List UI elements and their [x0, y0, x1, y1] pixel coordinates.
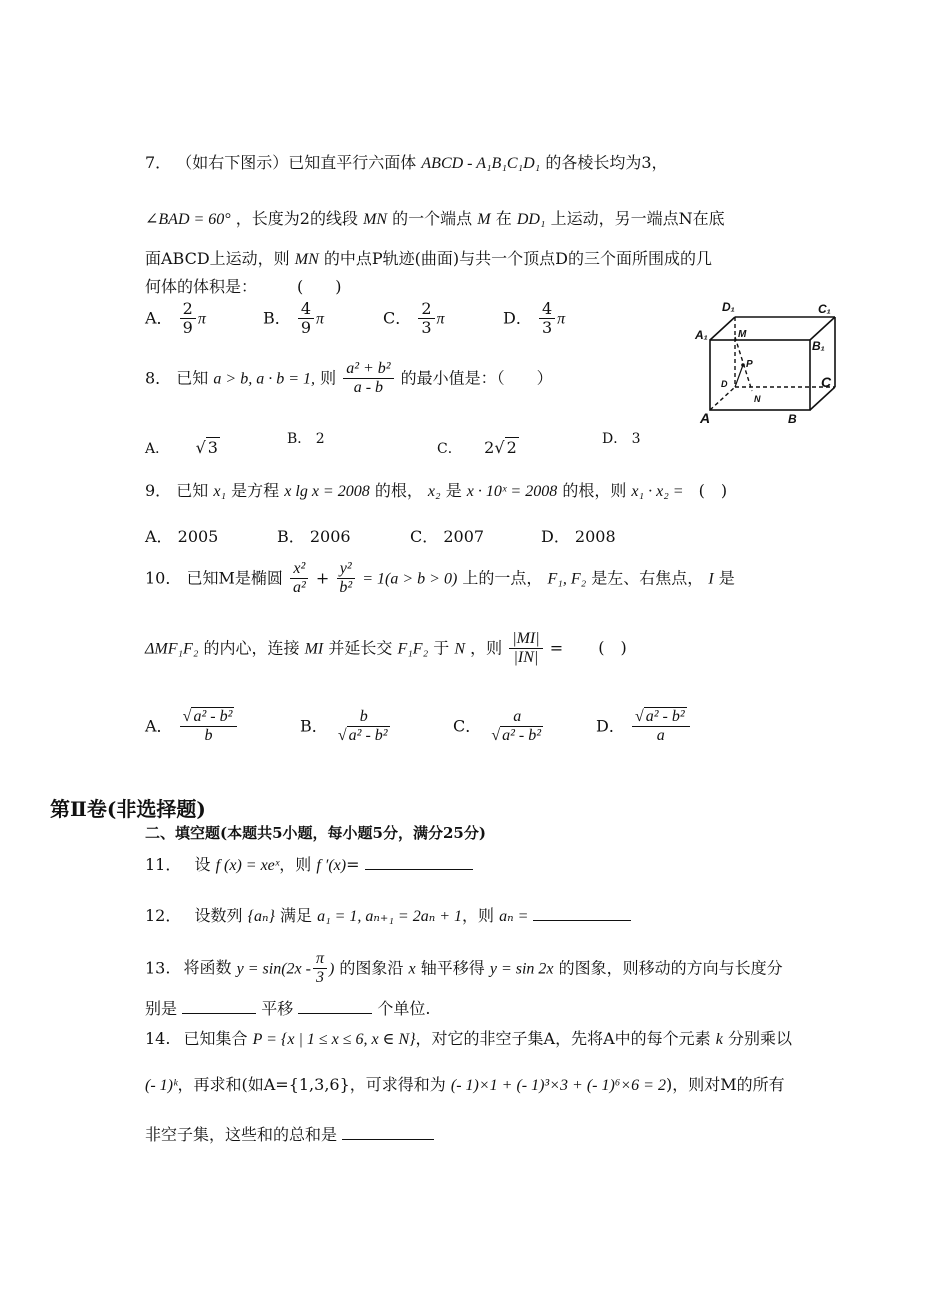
label-n: N: [754, 394, 761, 404]
q10-number: 10．: [145, 568, 182, 588]
q8-option-d: D． 3: [602, 431, 641, 447]
q7-text: 的各棱长均为3，: [545, 153, 668, 172]
q7-option-b: B． $\frac{4}{9}$ π: [263, 299, 325, 338]
q9-equation2: x · 10ˣ = 2008: [466, 483, 558, 500]
q9-equation1: x lg x = 2008: [284, 483, 370, 500]
q13-line2: 别是 平移 个单位.: [145, 999, 431, 1018]
label-a1: A₁: [695, 328, 708, 342]
edge-b-c: [810, 387, 835, 410]
q7-line3: 面ABCD上运动，则 MN 的中点P轨迹(曲面)与共一个顶点D的三个面所围成的几: [145, 249, 712, 268]
label-c1: C₁: [818, 302, 831, 316]
q13-direction-blank[interactable]: [182, 1013, 256, 1014]
q10-option-b: B． $\frac{b}{\text{√ a² - b²}}$: [300, 708, 388, 745]
hidden-edge-a-d: [710, 387, 735, 410]
edge-a1-d1: [710, 317, 735, 340]
segment-dp: [735, 365, 743, 387]
q8-line1: 8． 已知 a > b, a · b = 1, 则 $\frac{\text{a² + b²}}{a - b}$ 的最小值是：（ ）: [145, 360, 553, 397]
q7-text: （如右下图示）已知直平行六面体: [176, 153, 417, 172]
q13-line1: 13. 将函数 y = sin(2x - $\frac{\pi}{3}$ ) 的图象沿 x 轴平移得 y = sin 2x 的图象，则移动的方向与长度分: [145, 950, 783, 987]
q8-condition: a > b, a · b = 1,: [213, 370, 315, 388]
q8-option-c: C． 2√ 2: [437, 438, 517, 457]
q7-solid-name: ABCD - A₁B₁C₁D₁: [421, 155, 541, 172]
edge-b1-c1: [810, 317, 835, 340]
q10-line2: ΔMF₁F₂ 的内心，连接 MI 并延长交 F₁F₂ 于 N ，则 $\frac{|MI|}{|IN|}$ = ( ): [145, 630, 627, 667]
q11-line: 11． 设 f (x) = xeˣ，则 f ′(x)=: [145, 852, 473, 875]
q9-option-a: A． 2005: [145, 527, 219, 546]
q13-length-blank[interactable]: [298, 1013, 372, 1014]
q7-line2: ∠BAD = 60° ，长度为2的线段 MN 的一个端点 M 在 DD₁ 上运动，另一端点N在底: [145, 209, 725, 228]
q10-option-a: A． $\frac{\text{√ a² - b²}}{b}$: [145, 708, 239, 746]
part2-title: 第Ⅱ卷(非选择题): [50, 797, 206, 821]
q9-option-b: B． 2006: [277, 527, 351, 546]
q14-line2: (- 1)ᵏ，再求和(如A={1,3,6}，可求得和为 (- 1)×1 + (- 1)³×3 + (- 1)⁶×6 = 2)，则对M的所有: [145, 1075, 785, 1094]
q12-answer-blank[interactable]: [533, 920, 631, 921]
q7-option-a: A． $\frac{2}{9}$ π: [145, 299, 206, 338]
label-c: C: [821, 374, 832, 390]
point-p: [741, 363, 745, 367]
label-m: M: [738, 329, 747, 340]
q9-number: 9．: [145, 481, 172, 500]
q11-number: 11．: [145, 855, 182, 874]
parallelepiped-figure: [690, 295, 840, 430]
label-b1: B₁: [812, 339, 825, 353]
q11-answer-blank[interactable]: [365, 869, 473, 870]
q13-number: 13.: [145, 958, 171, 978]
q9-option-c: C． 2007: [410, 527, 485, 546]
q7-angle: ∠BAD = 60°: [145, 211, 231, 228]
q14-line3: 非空子集，这些和的总和是: [145, 1122, 434, 1145]
part2-subtitle: 二、填空题(本题共5小题，每小题5分，满分25分): [145, 824, 486, 842]
q8-number: 8．: [145, 368, 172, 388]
q8-option-b: B． 2: [287, 431, 325, 447]
q10-option-d: D． $\frac{\text{√ a² - b²}}{a}$: [596, 708, 692, 746]
q9-line1: 9． 已知 x₁ 是方程 x lg x = 2008 的根， x₂ 是 x · 10ˣ = 2008 的根，则 x₁ · x₂ = ( ): [145, 481, 728, 500]
label-b: B: [788, 412, 797, 426]
q7-line1: [145, 150, 668, 173]
q10-line1: 10． 已知M是椭圆 $\frac{\text{x²}}{\text{a²}}$ + $\frac{\text{y²}}{\text{b²}}$ = 1(a > b > 0) 上的一点， F₁, F₂ 是左、右焦点， I 是: [145, 560, 735, 597]
q14-number: 14.: [145, 1029, 171, 1048]
q7-option-d: D． $\frac{4}{3}$ π: [503, 299, 566, 338]
q14-line1: 14. 已知集合 P = {x | 1 ≤ x ≤ 6, x ∈ N}，对它的非空子集A，先将A中的每个元素 k 分别乘以: [145, 1029, 792, 1048]
q12-number: 12．: [145, 906, 182, 925]
q9-option-d: D． 2008: [541, 527, 616, 546]
q7-number: 7．: [145, 153, 172, 172]
q14-answer-blank[interactable]: [342, 1139, 434, 1140]
q12-line: 12． 设数列 {aₙ} 满足 a₁ = 1, aₙ₊₁ = 2aₙ + 1，则 aₙ =: [145, 903, 631, 926]
label-p: P: [746, 359, 753, 370]
label-a: A: [700, 410, 711, 426]
q7-option-c: C． $\frac{2}{3}$ π: [383, 299, 445, 338]
q8-option-a: A． √ 3: [145, 438, 218, 457]
label-d1: D₁: [722, 300, 735, 314]
q7-line4: 何体的体积是： ( ): [145, 277, 342, 296]
label-d: D: [721, 379, 728, 389]
q10-option-c: C． $\frac{a}{\text{√ a² - b²}}$: [453, 708, 542, 745]
